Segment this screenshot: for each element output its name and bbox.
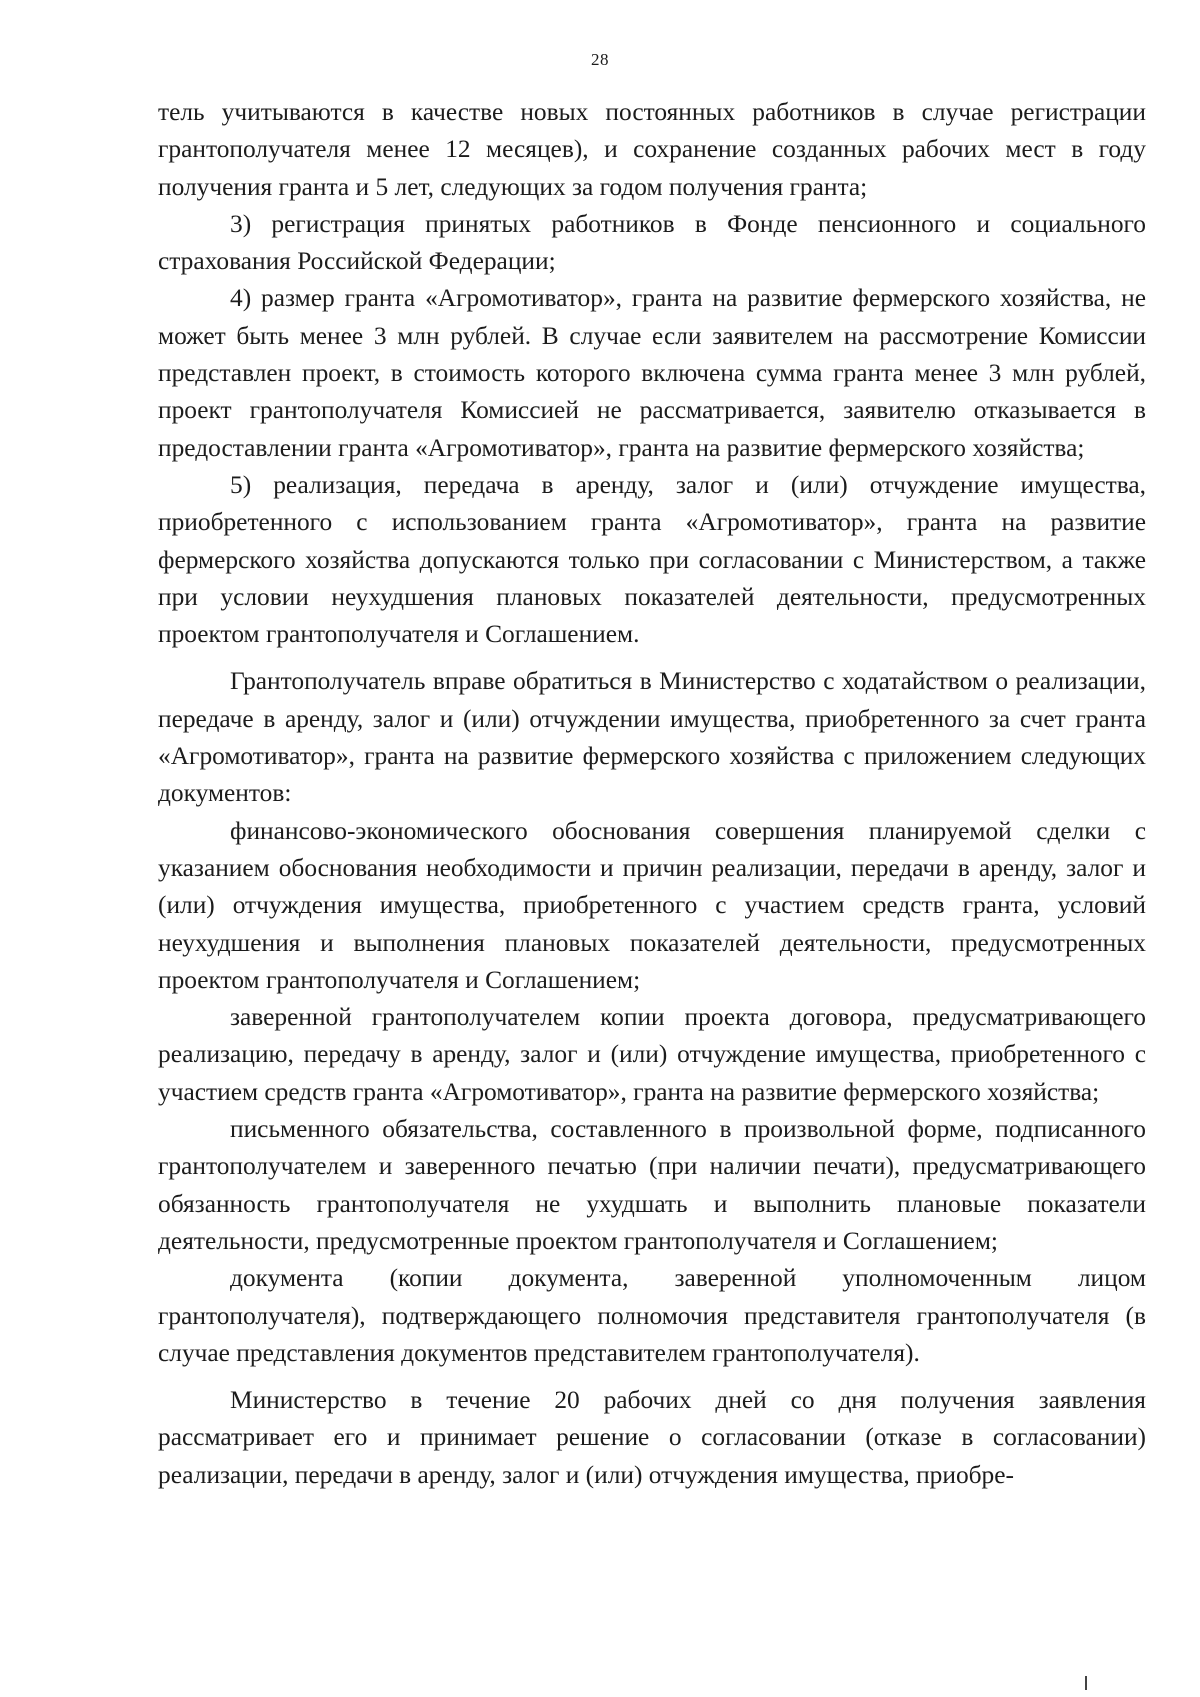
- paragraph-doc-authority: документа (копии документа, заверенной уполномоченным лицом грантополучателя), подтверждающего полномочия представителя грантополучателя (в случае представления документов представителем грантополучателя).: [158, 1264, 1146, 1367]
- document-body: [158, 94, 1146, 1494]
- paragraph-doc-contract-copy: заверенной грантополучателем копии проекта договора, предусматривающего реализацию, передачу в аренду, залог и (или) отчуждение имущества, приобретенного с участием средств гранта «Агромотиватор», гранта на развитие фермерского хозяйства;: [158, 1003, 1146, 1106]
- paragraph-petition: Грантополучатель вправе обратиться в Министерство с ходатайством о реализации, передаче в аренду, залог и (или) отчуждении имущества, приобретенного за счет гранта «Агромотиватор», гранта на развитие фермерского хозяйства с приложением следующих документов:: [158, 667, 1146, 808]
- paragraph-item-5: 5) реализация, передача в аренду, залог и (или) отчуждение имущества, приобретенного с использованием гранта «Агромотиватор», гранта на развитие фермерского хозяйства допускаются только при согласовании с Министерством, а также при условии неухудшения плановых показателей деятельности, предусмотренных проектом грантополучателя и Соглашением.: [158, 470, 1146, 649]
- scan-artifact-mark: [1085, 1676, 1087, 1690]
- paragraph-ministry-decision: Министерство в течение 20 рабочих дней со дня получения заявления рассматривает его и принимает решение о согласовании (отказе в согласовании) реализации, передачи в аренду, залог и (или) отчуждения имущества, приобре-: [158, 1386, 1146, 1489]
- paragraph-doc-obligation: письменного обязательства, составленного в произвольной форме, подписанного грантополучателем и заверенного печатью (при наличии печати), предусматривающего обязанность грантополучателя не ухудшать и выполнить плановые показатели деятельности, предусмотренные проектом грантополучателя и Соглашением;: [158, 1115, 1146, 1255]
- paragraph-continuation: тель учитываются в качестве новых постоянных работников в случае регистрации грантополучателя менее 12 месяцев), и сохранение созданных рабочих мест в году получения гранта и 5 лет, следующих за годом получения гранта;: [158, 98, 1146, 201]
- paragraph-item-4: 4) размер гранта «Агромотиватор», гранта на развитие фермерского хозяйства, не может быть менее 3 млн рублей. В случае если заявителем на рассмотрение Комиссии представлен проект, в стоимость которого включена сумма гранта менее 3 млн рублей, проект грантополучателя Комиссией не рассматривается, заявителю отказывается в предоставлении гранта «Агромотиватор», гранта на развитие фермерского хозяйства;: [158, 284, 1146, 462]
- page-number: 28: [591, 50, 609, 69]
- paragraph-doc-financial: финансово-экономического обоснования совершения планируемой сделки с указанием обоснования необходимости и причин реализации, передачи в аренду, залог и (или) отчуждения имущества, приобретенного с участием средств гранта, условий неухудшения и выполнения плановых показателей деятельности, предусмотренных проектом грантополучателя и Соглашением;: [158, 816, 1146, 994]
- paragraph-item-3: 3) регистрация принятых работников в Фонде пенсионного и социального страхования Российской Федерации;: [158, 209, 1146, 276]
